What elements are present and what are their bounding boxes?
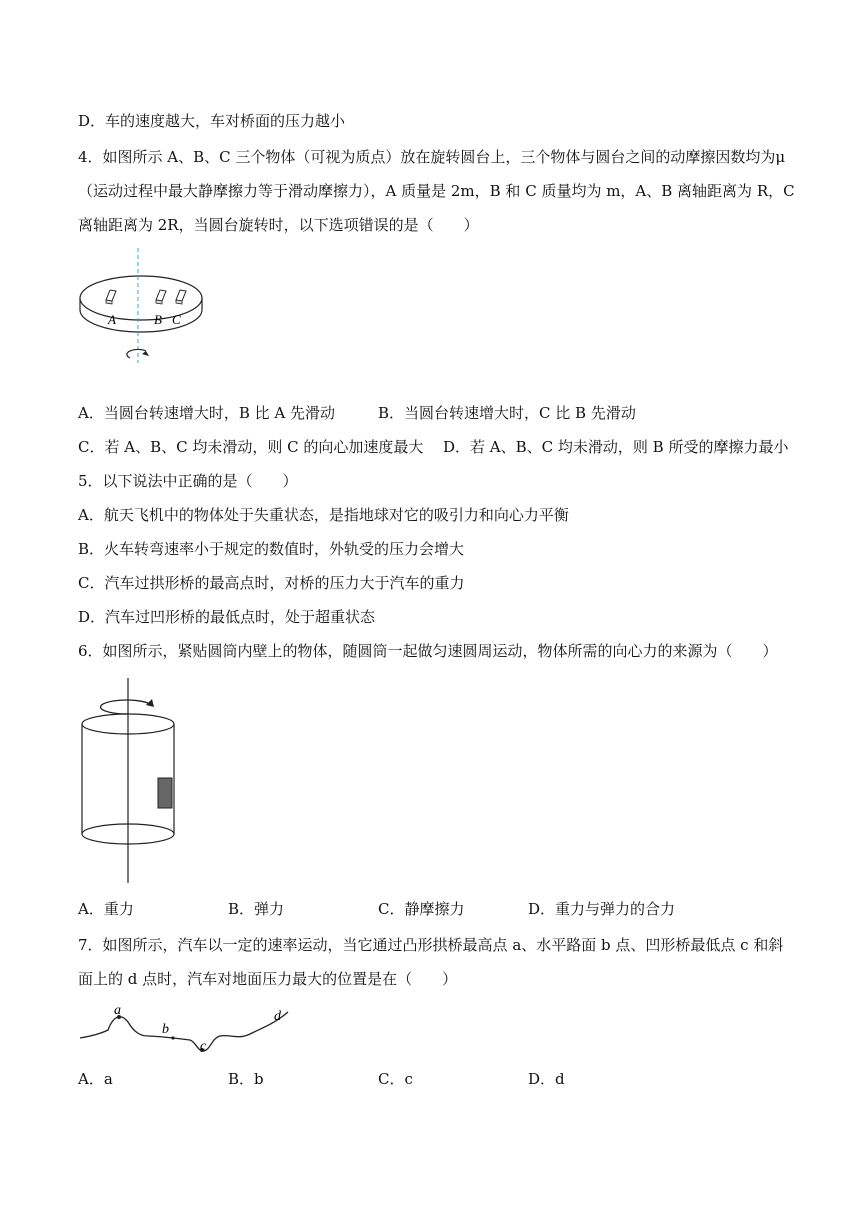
road-profile bbox=[80, 1012, 288, 1051]
q4-stem-line1: 4．如图所示 A、B、C 三个物体（可视为质点）放在旋转圆台上，三个物体与圆台之间的动摩擦因数均为μ bbox=[78, 148, 786, 166]
rotation-arrowhead bbox=[142, 351, 149, 356]
label-b: B bbox=[154, 312, 162, 327]
rotating-table-figure bbox=[78, 248, 208, 363]
q5-option-c: C．汽车过拱形桥的最高点时，对桥的压力大于汽车的重力 bbox=[78, 574, 465, 592]
q7-stem-line2: 面上的 d 点时，汽车对地面压力最大的位置是在（ ） bbox=[78, 970, 458, 988]
q6-option-c: C．静摩擦力 bbox=[378, 900, 465, 918]
cylinder-figure bbox=[78, 676, 183, 886]
road-figure bbox=[78, 1002, 293, 1060]
label-b: b bbox=[162, 1022, 169, 1037]
q5-option-b: B．火车转弯速率小于规定的数值时，外轨受的压力会增大 bbox=[78, 540, 465, 558]
q6-stem: 6．如图所示，紧贴圆筒内壁上的物体，随圆筒一起做匀速圆周运动，物体所需的向心力的来源为（ ） bbox=[78, 642, 778, 660]
q7-option-a: A．a bbox=[78, 1070, 113, 1088]
q4-option-d: D．若 A、B、C 均未滑动，则 B 所受的摩擦力最小 bbox=[443, 438, 789, 456]
q4-stem-line2: （运动过程中最大静摩擦力等于滑动摩擦力），A 质量是 2m，B 和 C 质量均为 m，A、B 离轴距离为 R，C bbox=[78, 182, 795, 200]
object-block bbox=[158, 778, 172, 808]
q5-option-d: D．汽车过凹形桥的最低点时，处于超重状态 bbox=[78, 608, 376, 626]
label-d: d bbox=[274, 1009, 281, 1024]
q4-stem-line3: 离轴距离为 2R，当圆台旋转时，以下选项错误的是（ ） bbox=[78, 216, 479, 234]
q4-option-a: A．当圆台转速增大时，B 比 A 先滑动 bbox=[78, 404, 335, 422]
q4-option-b: B．当圆台转速增大时，C 比 B 先滑动 bbox=[378, 404, 636, 422]
q5-option-a: A．航天飞机中的物体处于失重状态，是指地球对它的吸引力和向心力平衡 bbox=[78, 506, 569, 524]
point-b bbox=[171, 1036, 174, 1039]
label-c: c bbox=[200, 1039, 207, 1054]
label-a: a bbox=[114, 1003, 121, 1018]
q7-option-c: C．c bbox=[378, 1070, 413, 1088]
q3-option-d: D．车的速度越大，车对桥面的压力越小 bbox=[78, 112, 346, 130]
q7-option-d: D．d bbox=[528, 1070, 565, 1088]
label-a: A bbox=[108, 312, 116, 327]
q7-stem-line1: 7．如图所示，汽车以一定的速率运动，当它通过凸形拱桥最高点 a、水平路面 b 点、凹形桥最低点 c 和斜 bbox=[78, 936, 784, 954]
q5-stem: 5．以下说法中正确的是（ ） bbox=[78, 472, 298, 490]
label-c: C bbox=[172, 312, 181, 327]
q6-option-a: A．重力 bbox=[78, 900, 134, 918]
q4-option-c: C．若 A、B、C 均未滑动，则 C 的向心加速度最大 bbox=[78, 438, 424, 456]
q6-option-b: B．弹力 bbox=[228, 900, 285, 918]
rotation-arrow bbox=[101, 700, 150, 714]
q7-option-b: B．b bbox=[228, 1070, 264, 1088]
q6-option-d: D．重力与弹力的合力 bbox=[528, 900, 676, 918]
